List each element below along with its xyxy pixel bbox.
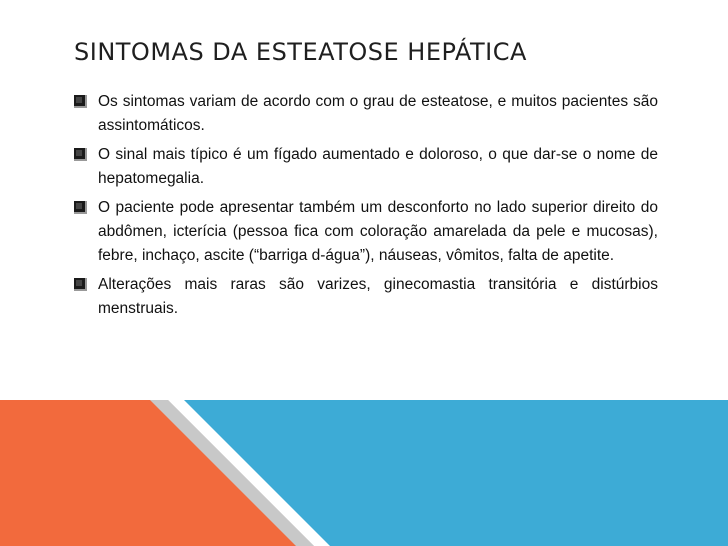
bullet-item bbox=[74, 273, 658, 321]
bullet-text: Alterações mais raras são varizes, ginecomastia transitória e distúrbios menstruais. bbox=[98, 276, 658, 317]
square-bullet-icon bbox=[74, 95, 87, 108]
bullet-text: O sinal mais típico é um fígado aumentado e doloroso, o que dar-se o nome de hepatomegalia. bbox=[98, 146, 658, 187]
square-bullet-icon bbox=[74, 201, 87, 214]
bullet-item bbox=[74, 196, 658, 268]
bullet-item bbox=[74, 143, 658, 191]
slide-title: SINTOMAS DA ESTEATOSE HEPÁTICA bbox=[74, 38, 527, 66]
bullet-text: Os sintomas variam de acordo com o grau de esteatose, e muitos pacientes são assintomáticos. bbox=[98, 93, 658, 134]
bullet-text: O paciente pode apresentar também um desconforto no lado superior direito do abdômen, icterícia (pessoa fica com coloração amarelada da pele e mucosas), febre, inchaço, ascite (“barriga d-água”), náuseas, vômitos, falta de apetite. bbox=[98, 199, 658, 264]
decorative-footer-shapes bbox=[0, 400, 728, 546]
square-bullet-icon bbox=[74, 148, 87, 161]
bullet-item bbox=[74, 90, 658, 138]
bullet-list bbox=[74, 90, 658, 326]
square-bullet-icon bbox=[74, 278, 87, 291]
